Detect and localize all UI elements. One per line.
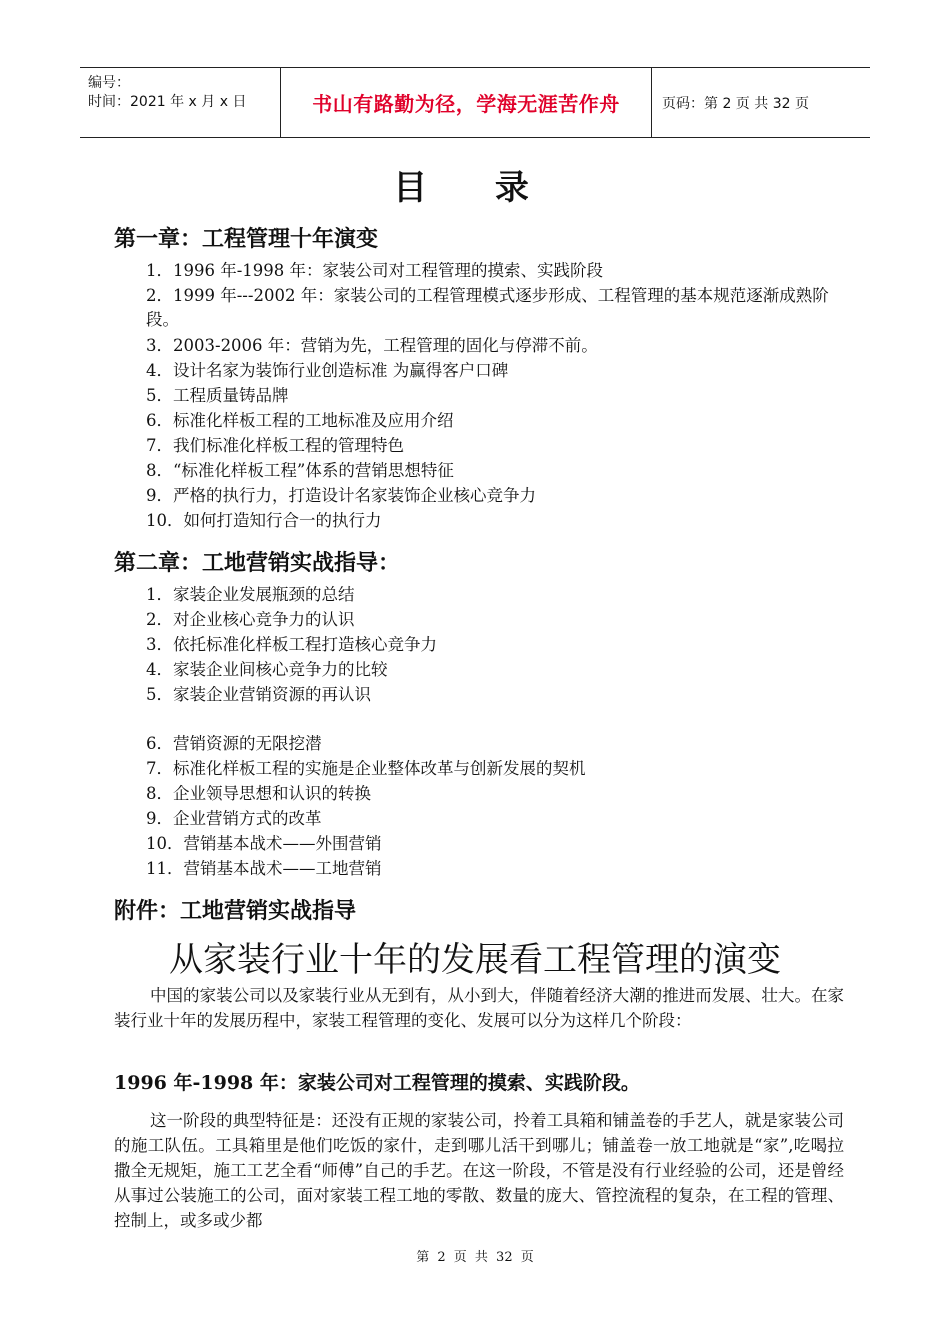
page-info: 页码：第 2 页 共 32 页	[662, 95, 809, 112]
toc-item: 10．如何打造知行合一的执行力	[146, 511, 382, 530]
toc-item: 10．营销基本战术——外围营销	[146, 834, 382, 853]
toc-item: 4．设计名家为装饰行业创造标准 为赢得客户口碑	[146, 361, 509, 380]
header-meta-cell	[80, 68, 281, 137]
toc-item: 6．标准化样板工程的工地标准及应用介绍	[146, 411, 454, 430]
article-title: 从家装行业十年的发展看工程管理的演变	[169, 940, 781, 980]
toc-item: 5．家装企业营销资源的再认识	[146, 685, 371, 704]
toc-item: 1．家装企业发展瓶颈的总结	[146, 585, 355, 604]
toc-item: 5．工程质量铸品牌	[146, 386, 289, 405]
chapter2-title: 第二章：工地营销实战指导：	[114, 551, 401, 576]
toc-item: 7．标准化样板工程的实施是企业整体改革与创新发展的契机	[146, 759, 586, 778]
toc-item: 8．“标准化样板工程”体系的营销思想特征	[146, 461, 454, 480]
toc-item: 8．企业领导思想和认识的转换	[146, 784, 371, 803]
toc-item: 9．严格的执行力，打造设计名家装饰企业核心竞争力	[146, 486, 536, 505]
toc-item: 9．企业营销方式的改革	[146, 809, 322, 828]
appendix-title: 附件：工地营销实战指导	[114, 899, 357, 924]
section-paragraph: 这一阶段的典型特征是：还没有正规的家装公司，拎着工具箱和铺盖卷的手艺人，就是家装公司的施工队伍。工具箱里是他们吃饭的家什，走到哪儿活干到哪儿；铺盖卷一放工地就是“家”,吃喝拉撒全无规矩，施工工艺全看“师傅”自己的手艺。在这一阶段，不管是没有行业经验的公司，还是曾经从事过公装施工的公司，面对家装工程工地的零散、数量的庞大、管控流程的复杂，在工程的管理、控制上，或多或少都	[114, 1111, 844, 1230]
toc-item: 4．家装企业间核心竞争力的比较	[146, 660, 388, 679]
motto: 书山有路勤为径，学海无涯苦作舟	[312, 92, 620, 116]
toc-item: 3．2003-2006 年：营销为先，工程管理的固化与停滞不前。	[146, 336, 598, 355]
toc-title: 目 录	[393, 168, 557, 208]
time-label: 时间：2021 年 x 月 x 日	[88, 94, 247, 110]
toc-item: 6．营销资源的无限挖潜	[146, 734, 322, 753]
toc-item: 3．依托标准化样板工程打造核心竞争力	[146, 635, 437, 654]
page-header	[80, 67, 870, 138]
section-heading: 1996 年-1998 年：家装公司对工程管理的摸索、实践阶段。	[114, 1072, 640, 1094]
toc-item: 2．1999 年---2002 年：家装公司的工程管理模式逐步形成、工程管理的基本规范逐渐成熟阶段。	[146, 286, 829, 329]
toc-item: 2．对企业核心竞争力的认识	[146, 610, 355, 629]
intro-paragraph: 中国的家装公司以及家装行业从无到有，从小到大，伴随着经济大潮的推进而发展、壮大。在家装行业十年的发展历程中，家装工程管理的变化、发展可以分为这样几个阶段：	[114, 986, 844, 1030]
toc-item: 1．1996 年-1998 年：家装公司对工程管理的摸索、实践阶段	[146, 261, 604, 280]
header-motto-cell	[281, 68, 652, 137]
header-page-cell	[652, 68, 870, 137]
number-label: 编号：	[88, 75, 130, 91]
toc-item: 11．营销基本战术——工地营销	[146, 859, 382, 878]
page-footer: 第 2 页 共 32 页	[416, 1250, 534, 1265]
toc-item: 7．我们标准化样板工程的管理特色	[146, 436, 404, 455]
chapter1-title: 第一章：工程管理十年演变	[114, 227, 379, 252]
